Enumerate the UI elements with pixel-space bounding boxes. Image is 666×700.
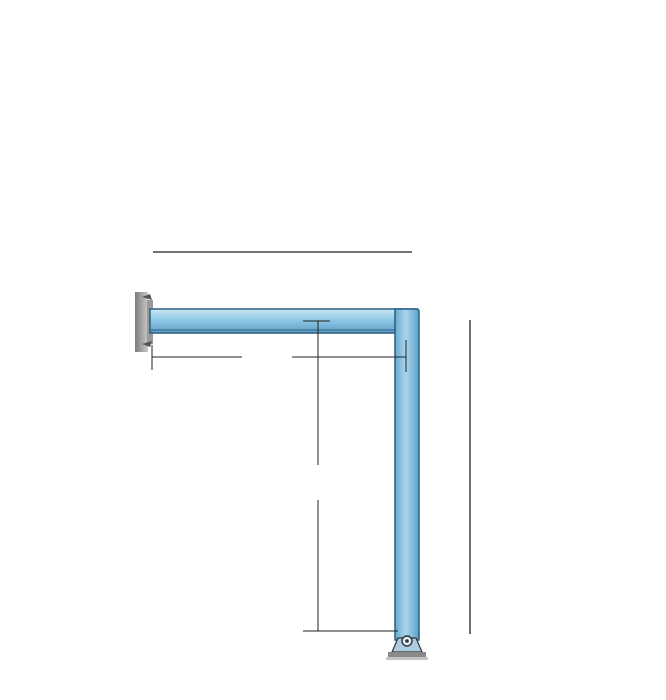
dimension-4m (303, 321, 398, 631)
member-bc (395, 309, 419, 640)
pin-support-c (386, 636, 428, 660)
dimension-3m (152, 340, 406, 372)
member-ab (150, 309, 417, 333)
